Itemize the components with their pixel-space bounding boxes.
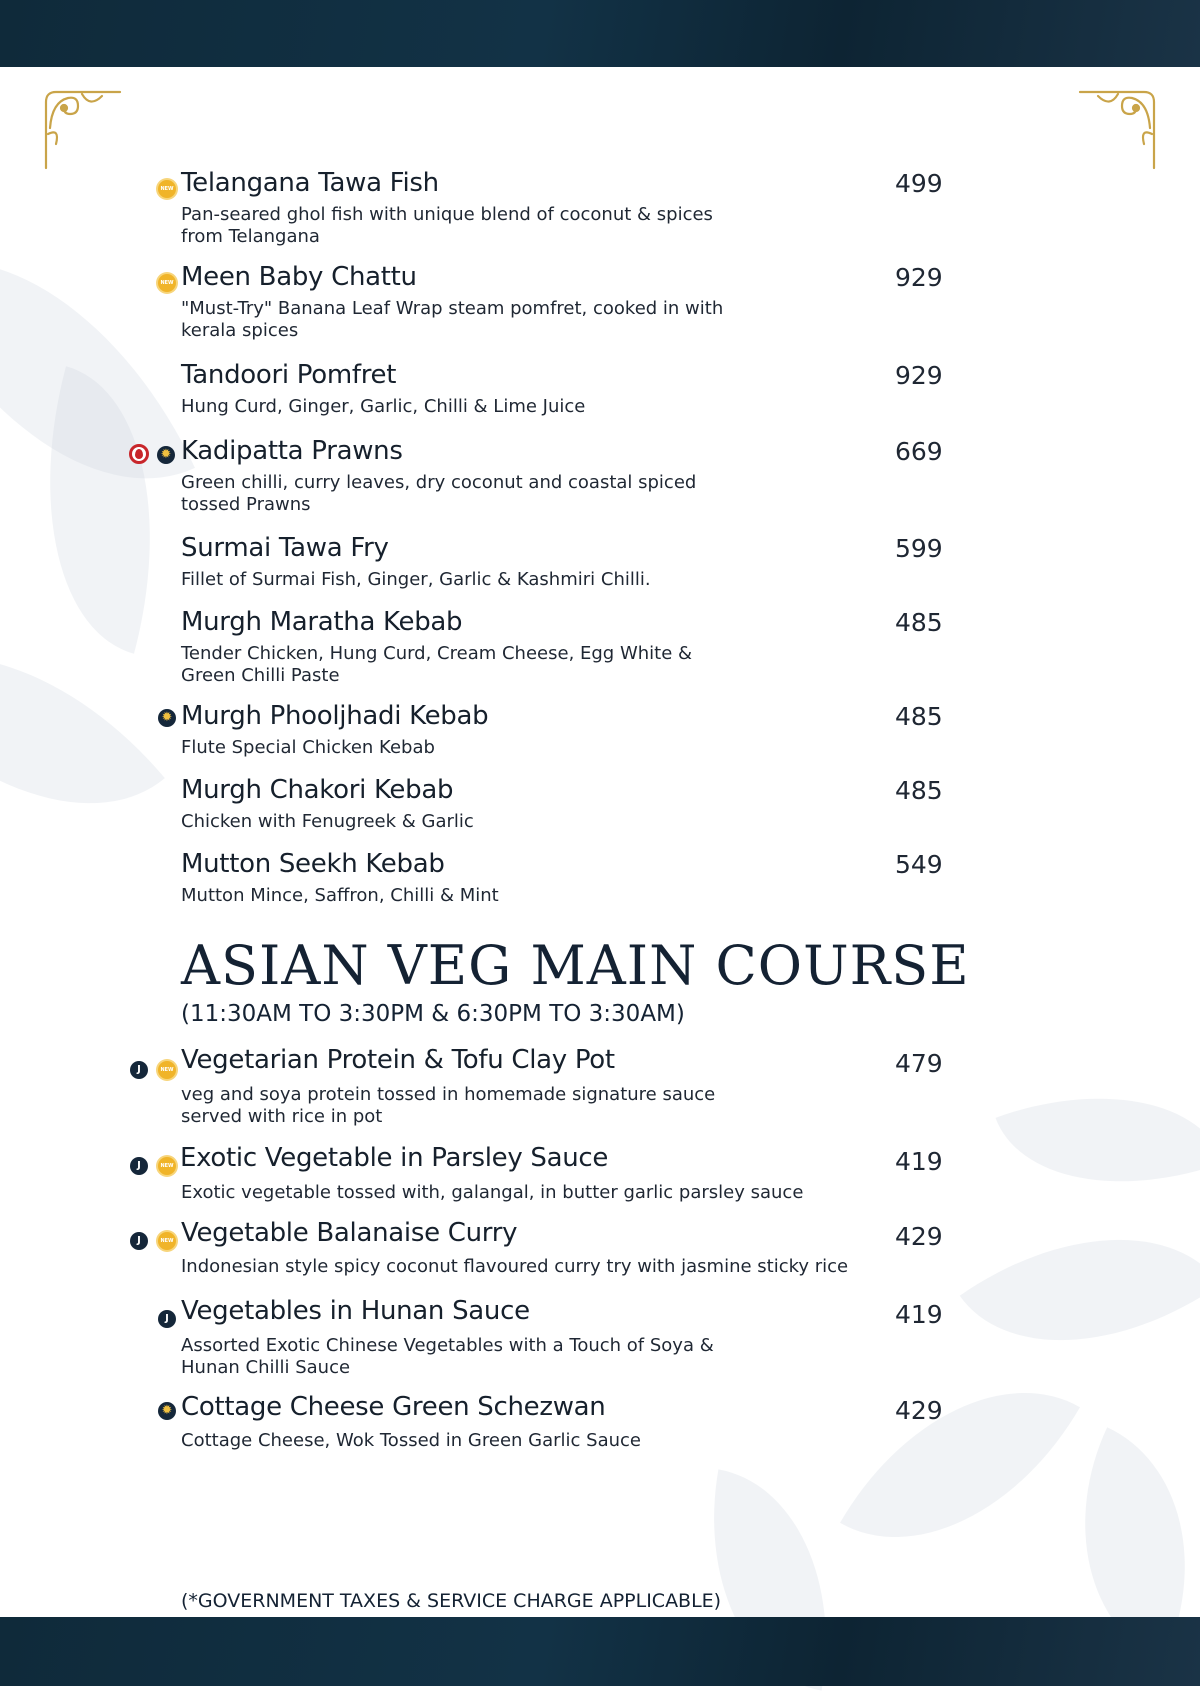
item-price: 485 xyxy=(895,608,943,637)
item-description: Mutton Mince, Saffron, Chilli & Mint xyxy=(181,885,499,906)
new-badge-icon xyxy=(158,274,176,292)
item-name: Exotic Vegetable in Parsley Sauce xyxy=(180,1143,609,1173)
item-name: Vegetables in Hunan Sauce xyxy=(181,1296,530,1326)
spicy-icon xyxy=(129,444,149,464)
item-description: Pan-seared ghol fish with unique blend of coconut & spices from Telangana xyxy=(181,204,713,247)
item-name: Cottage Cheese Green Schezwan xyxy=(181,1392,606,1422)
item-name: Surmai Tawa Fry xyxy=(181,533,389,563)
item-price: 429 xyxy=(895,1396,943,1425)
item-name: Telangana Tawa Fish xyxy=(181,168,439,198)
item-price: 549 xyxy=(895,850,943,879)
item-name: Murgh Phooljhadi Kebab xyxy=(181,701,489,731)
jain-badge-icon: J xyxy=(130,1232,148,1250)
item-price: 929 xyxy=(895,263,943,292)
item-description: Tender Chicken, Hung Curd, Cream Cheese, Egg White & Green Chilli Paste xyxy=(181,643,693,686)
item-description: Hung Curd, Ginger, Garlic, Chilli & Lime Juice xyxy=(181,396,586,417)
leaf-decoration xyxy=(996,1049,1200,1230)
tax-note: (*GOVERNMENT TAXES & SERVICE CHARGE APPLICABLE) xyxy=(181,1590,722,1612)
new-badge-icon xyxy=(158,1232,176,1250)
jain-badge-icon: J xyxy=(158,1310,176,1328)
item-name: Mutton Seekh Kebab xyxy=(181,849,445,879)
item-description: Chicken with Fenugreek & Garlic xyxy=(181,811,474,832)
leaf-decoration xyxy=(840,1332,1080,1598)
item-price: 669 xyxy=(895,437,943,466)
item-description: veg and soya protein tossed in homemade signature sauce served with rice in pot xyxy=(181,1084,716,1127)
item-description: Cottage Cheese, Wok Tossed in Green Garlic Sauce xyxy=(181,1430,641,1451)
item-price: 419 xyxy=(895,1300,943,1329)
item-price: 429 xyxy=(895,1222,943,1251)
item-name: Murgh Maratha Kebab xyxy=(181,607,463,637)
item-price: 419 xyxy=(895,1147,943,1176)
item-price: 485 xyxy=(895,702,943,731)
new-badge-icon xyxy=(158,1157,176,1175)
jain-badge-icon: J xyxy=(130,1061,148,1079)
star-badge-icon: ✹ xyxy=(157,446,175,464)
jain-badge-icon: J xyxy=(130,1157,148,1175)
item-description: Assorted Exotic Chinese Vegetables with a Touch of Soya & Hunan Chilli Sauce xyxy=(181,1335,714,1378)
item-price: 479 xyxy=(895,1049,943,1078)
item-name: Murgh Chakori Kebab xyxy=(181,775,454,805)
item-price: 929 xyxy=(895,361,943,390)
item-price: 599 xyxy=(895,534,943,563)
leaf-decoration xyxy=(960,1170,1200,1411)
item-name: Vegetable Balanaise Curry xyxy=(181,1218,518,1248)
top-band xyxy=(0,0,1200,67)
corner-ornament-right xyxy=(1078,88,1158,170)
corner-ornament-left xyxy=(42,88,122,170)
new-badge-icon xyxy=(158,1061,176,1079)
item-name: Meen Baby Chattu xyxy=(181,262,417,292)
star-badge-icon: ✹ xyxy=(158,1402,176,1420)
bottom-band xyxy=(0,1617,1200,1686)
item-name: Vegetarian Protein & Tofu Clay Pot xyxy=(181,1045,615,1075)
item-description: Indonesian style spicy coconut flavoured curry try with jasmine sticky rice xyxy=(181,1256,849,1277)
star-badge-icon: ✹ xyxy=(158,709,176,727)
item-description: Flute Special Chicken Kebab xyxy=(181,737,435,758)
item-description: "Must-Try" Banana Leaf Wrap steam pomfret, cooked in with kerala spices xyxy=(181,298,724,341)
item-description: Fillet of Surmai Fish, Ginger, Garlic & Kashmiri Chilli. xyxy=(181,569,651,590)
item-name: Tandoori Pomfret xyxy=(181,360,397,390)
item-price: 499 xyxy=(895,169,943,198)
section-hours: (11:30AM TO 3:30PM & 6:30PM TO 3:30AM) xyxy=(181,1001,685,1027)
item-name: Kadipatta Prawns xyxy=(181,436,403,466)
new-badge-icon xyxy=(158,180,176,198)
item-price: 485 xyxy=(895,776,943,805)
section-title: ASIAN VEG MAIN COURSE xyxy=(181,934,970,997)
item-description: Exotic vegetable tossed with, galangal, in butter garlic parsley sauce xyxy=(181,1182,804,1203)
item-description: Green chilli, curry leaves, dry coconut and coastal spiced tossed Prawns xyxy=(181,472,697,515)
